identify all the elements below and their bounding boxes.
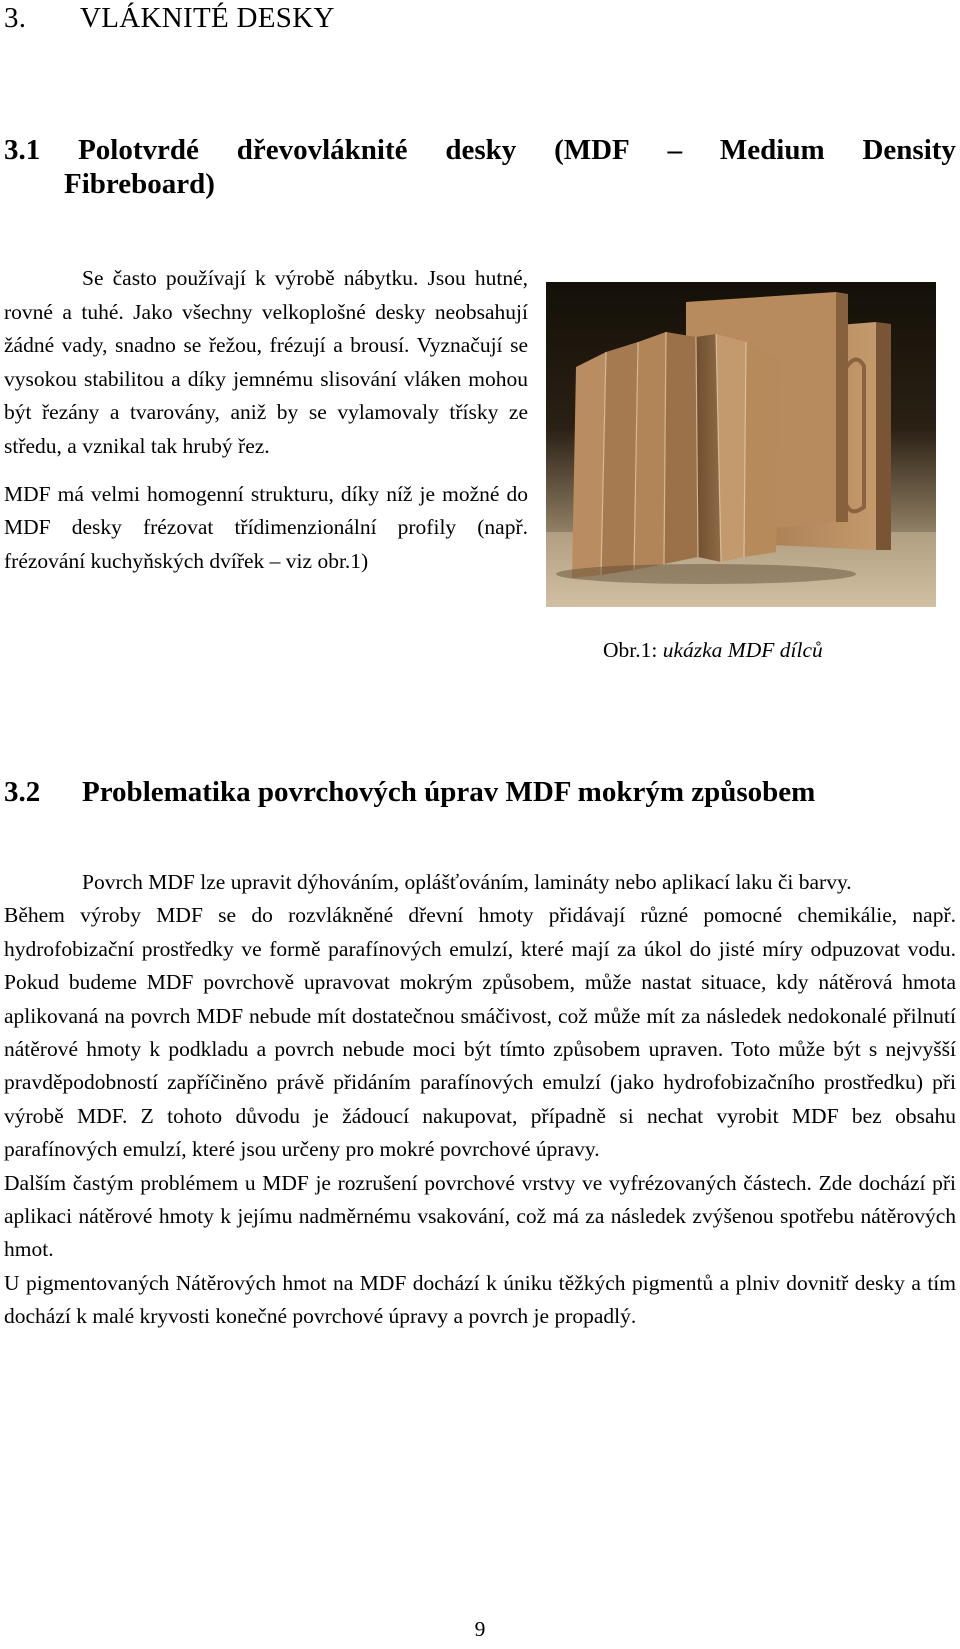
paragraph: Během výroby MDF se do rozvlákněné dřevní hmoty přidávají různé pomocné chemikálie, např. hydrofobizační prostředky ve formě parafínových emulzí, které mají za úkol do jisté míry odpuzovat vodu. Pokud budeme MDF povrchově upravovat mokrým způsobem, může nastat situace, kdy nátěrová hmota aplikovaná na povrch MDF nebude mít dostatečnou smáčivost, což může mít za následek nedokonalé přilnutí nátěrové hmoty k podkladu a povrch nebude moci být tímto způsobem upraven. Toto může být s nejvyšší pravděpodobností zapříčiněno právě přidáním parafínových emulzí (jako hydrofobizačního prostředku) při výrobě MDF. Z tohoto důvodu je žádoucí nakupovat, případně si nechat vyrobit MDF bez obsahu parafínových emulzí, které jsou určeny pro mokré povrchové úpravy.: [4, 903, 956, 1162]
section-1-text: [4, 262, 528, 578]
section-heading-3-1: [4, 133, 956, 201]
heading-word: Medium: [719, 134, 825, 166]
section-2-text: [4, 866, 956, 1334]
section-heading-line-1: [4, 133, 956, 167]
section-number: 3.1: [4, 134, 41, 166]
heading-word: –: [667, 134, 683, 166]
figure-caption: [603, 638, 823, 663]
paragraph: Se často používají k výrobě nábytku. Jsou hutné, rovné a tuhé. Jako všechny velkoplošné desky neobsahují žádné vady, snadno se řežou, frézují a brousí. Vyznačují se vysokou stabilitou a díky jemnému slisování vláken mohou být řezány a tvarovány, aniž by se vylamovaly třísky ze středu, a vznikal tak hrubý řez.: [4, 266, 528, 458]
caption-prefix: Obr.1:: [603, 638, 658, 662]
heading-word: dřevovláknité: [236, 134, 408, 166]
chapter-heading: [4, 2, 335, 35]
section-number: 3.2: [4, 776, 41, 808]
caption-text: ukázka MDF dílců: [662, 638, 823, 662]
page-number: 9: [474, 1617, 486, 1641]
section-heading-line-2: Fibreboard): [64, 168, 215, 200]
paragraph: U pigmentovaných Nátěrových hmot na MDF dochází k úniku těžkých pigmentů a plniv dovnitř desky a tím dochází k malé kryvosti konečné povrchové úpravy a povrch je propadlý.: [4, 1270, 956, 1329]
section-heading-3-2: [4, 775, 956, 809]
paragraph: MDF má velmi homogenní strukturu, díky níž je možné do MDF desky frézovat třídimenzionální profily (např. frézování kuchyňských dvířek – viz obr.1): [4, 481, 528, 573]
section-title: Problematika povrchových úprav MDF mokrým způsobem: [82, 776, 816, 808]
chapter-title: VLÁKNITÉ DESKY: [80, 2, 335, 34]
heading-word: desky: [445, 134, 517, 166]
heading-word: Density: [862, 134, 956, 166]
chapter-number: 3.: [4, 2, 27, 34]
mdf-panels-photo: [546, 282, 936, 607]
paragraph: Povrch MDF lze upravit dýhováním, oplášťováním, lamináty nebo aplikací laku či barvy.: [82, 870, 852, 894]
heading-word: Polotvrdé: [78, 134, 199, 166]
paragraph: Dalším častým problémem u MDF je rozrušení povrchové vrstvy ve vyfrézovaných částech. Zde dochází při aplikaci nátěrové hmoty k jejímu nadměrnému vsakování, což má za následek zvýšenou spotřebu nátěrových hmot.: [4, 1170, 956, 1262]
heading-word: (MDF: [554, 134, 630, 166]
